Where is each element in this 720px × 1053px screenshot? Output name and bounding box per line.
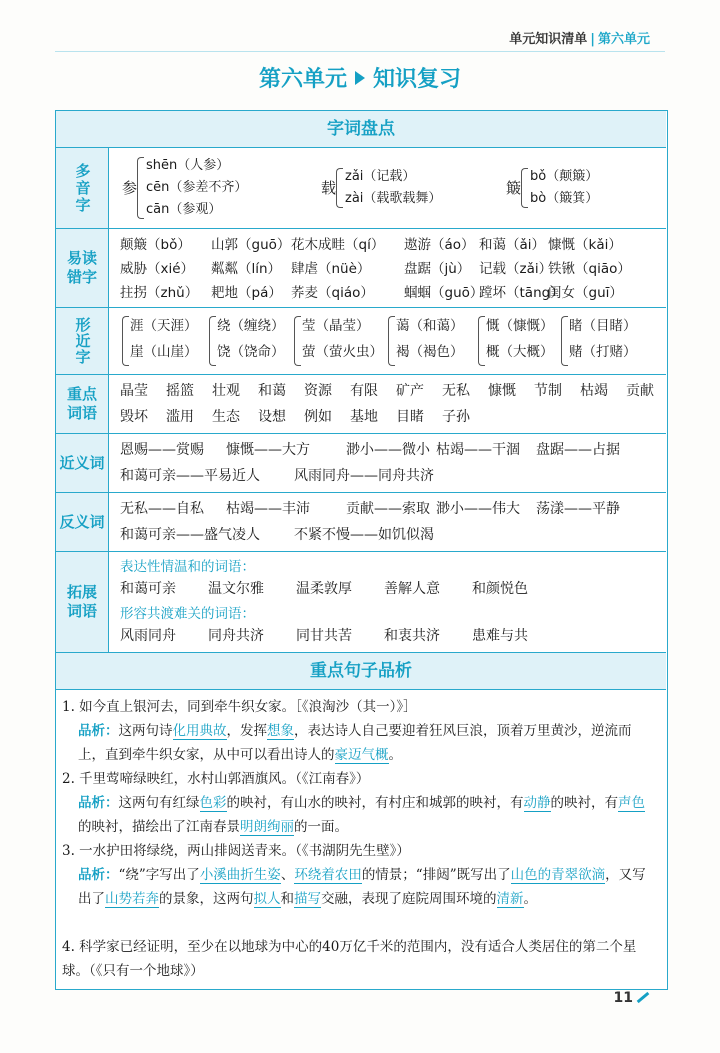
analysis-text: ，又写出了: [78, 867, 646, 907]
extend-word: 和颜悦色: [472, 581, 528, 597]
extend-heading: 表达性情温和的词语：: [120, 559, 255, 575]
key-word: 资源: [304, 383, 332, 399]
easy-misread-word: 铁锹（qiāo）: [548, 261, 631, 277]
key-word: 例如: [304, 409, 332, 425]
sentence-number: 3.: [62, 843, 80, 859]
sentence-number: 2.: [62, 771, 80, 787]
key-word: 枯竭: [580, 383, 608, 399]
easy-misread-word: 和蔼（ǎi）: [479, 237, 546, 253]
analysis-text: 的映衬，有山水的映衬，有村庄和城郭的映衬，有: [226, 795, 524, 811]
sentence-quote: 一水护田将绿绕，两山排闼送青来。（《书湖阴先生壁》）: [79, 843, 410, 859]
synonym-pair: 恩赐——赏赐: [120, 442, 204, 458]
key-word: 生态: [212, 409, 240, 425]
row-xingjin: [56, 308, 666, 375]
synonym-pair: 慷慨——大方: [226, 442, 310, 458]
row-label-tuozhan: 拓展词语: [56, 552, 109, 652]
analysis-keyword: 明朗绚丽: [240, 819, 294, 835]
key-word: 子孙: [442, 409, 470, 425]
row-label-jinyi: 近义词: [56, 434, 109, 492]
row-tuozhan: [56, 552, 666, 653]
brace-icon: [122, 316, 129, 366]
easy-misread-word: 花木成畦（qí）: [291, 237, 385, 253]
section-header-sentences: 重点句子品析: [56, 653, 666, 690]
sentence-text: [62, 839, 658, 863]
similar-char: 萤（萤火虫）: [302, 344, 383, 360]
analysis-keyword: 山色的青翠欲滴: [510, 867, 606, 883]
row-duoyin: [56, 148, 666, 229]
running-header: [509, 28, 650, 47]
similar-char: 蔼（和蔼）: [396, 318, 464, 334]
brace-icon: [561, 316, 568, 366]
synonym-pair: 盘踞——占据: [536, 442, 620, 458]
extend-word: 同舟共济: [208, 628, 264, 644]
easy-misread-word: 颠簸（bǒ）: [120, 237, 191, 253]
similar-char: 睹（目睹）: [569, 318, 637, 334]
analysis-keyword: 动静: [523, 795, 551, 811]
antonym-pair: 渺小——伟大: [436, 501, 520, 517]
extend-word: 和衷共济: [384, 628, 440, 644]
extend-word: 和蔼可亲: [120, 581, 176, 597]
analysis-keyword: 清新: [496, 891, 524, 907]
row-yidu: [56, 229, 666, 308]
sentence-quote: 科学家已经证明，至少在以地球为中心的40万亿千米的范围内，没有适合人类居住的第二个星球。（《只有一个地球》）: [62, 939, 637, 979]
antonym-pair: 不紧不慢——如饥似渴: [294, 527, 434, 543]
title-part2: 知识复习: [373, 67, 462, 92]
analysis-keyword: 色彩: [199, 795, 227, 811]
key-word: 晶莹: [120, 383, 148, 399]
row-label-fanyi: 反义词: [56, 493, 109, 551]
easy-misread-word: 山郭（guō）: [211, 237, 291, 253]
row-label-yidu: 易读错字: [56, 229, 109, 307]
brace-icon: [521, 168, 528, 208]
pencil-icon: [637, 992, 650, 1003]
easy-misread-word: 蹚坏（tāng）: [479, 285, 564, 301]
polyphone-reading: cēn（参差不齐）: [146, 180, 248, 195]
key-word: 设想: [258, 409, 286, 425]
analysis-text: 、: [280, 867, 295, 883]
analysis-keyword: 声色: [618, 795, 645, 811]
extend-word: 善解人意: [384, 581, 440, 597]
analysis-text: 这两句诗: [118, 723, 173, 739]
brace-icon: [336, 168, 343, 208]
similar-char: 涯（天涯）: [130, 318, 198, 334]
zhongdian-body: [116, 375, 662, 433]
play-triangle-icon: [355, 71, 365, 85]
polyphone-reading: bò（簸箕）: [530, 191, 599, 206]
sentence-text: [62, 935, 658, 983]
similar-char: 褐（褐色）: [396, 344, 464, 360]
tuozhan-body: [116, 552, 662, 652]
sentence-analysis: [62, 791, 658, 839]
brace-icon: [137, 157, 144, 219]
brace-icon: [478, 316, 485, 366]
antonym-pair: 和蔼可亲——盛气凌人: [120, 527, 260, 543]
polyphone-reading: bǒ（颠簸）: [530, 169, 599, 184]
synonym-pair: 枯竭——干涸: [436, 442, 520, 458]
similar-char: 慨（慷慨）: [486, 318, 554, 334]
page-number: 11: [614, 990, 650, 1006]
analysis-keyword: 化用典故: [172, 723, 227, 739]
polyphone-reading: cān（参观）: [146, 202, 222, 217]
similar-char: 崖（山崖）: [130, 344, 198, 360]
analysis-text: 的一面。: [294, 819, 348, 835]
brace-icon: [388, 316, 395, 366]
analysis-text: 的映衬，描绘出了江南春景: [78, 819, 240, 835]
header-separator: |: [590, 32, 595, 47]
similar-char: 莹（晶莹）: [302, 318, 370, 334]
analysis-text: “绕”字写出了: [118, 867, 200, 883]
sentence-analysis: [62, 719, 658, 767]
analysis-keyword: 想象: [267, 723, 294, 739]
similar-char: 概（大概）: [486, 344, 554, 360]
sentence-item: [62, 695, 658, 767]
analysis-label: 品析：: [78, 723, 119, 739]
row-label-xingjin: 形近字: [56, 308, 109, 374]
duoyin-body: [116, 148, 662, 228]
easy-misread-word: 蝈蝈（guō）: [404, 285, 484, 301]
polyphone-char: 簸: [506, 179, 522, 197]
yidu-body: [116, 229, 662, 307]
row-label-duoyin: 多音字: [56, 148, 109, 228]
key-word: 慷慨: [488, 383, 516, 399]
header-left: 单元知识清单: [509, 32, 588, 47]
analysis-text: 。: [388, 747, 402, 763]
page-title: [0, 62, 720, 93]
content-frame: [55, 110, 668, 990]
easy-misread-word: 闺女（guī）: [548, 285, 623, 301]
row-label-zhongdian: 重点词语: [56, 375, 109, 433]
row-fanyi: [56, 493, 666, 552]
extend-word: 温柔敦厚: [296, 581, 352, 597]
sentence-quote: 如今直上银河去，同到牵牛织女家。［《浪淘沙（其一）》］: [79, 699, 417, 715]
key-word: 节制: [534, 383, 562, 399]
easy-misread-word: 威胁（xié）: [120, 261, 195, 277]
synonym-pair: 渺小——微小: [346, 442, 430, 458]
analysis-text: ，表达诗人自己要迎着狂风巨浪，顶着万里黄沙，逆流而上，直到牵牛织女家，从中可以看出诗人的: [78, 723, 632, 763]
analysis-text: 交融，表现了庭院周围环境的: [321, 891, 497, 907]
polyphone-reading: shēn（人参）: [146, 158, 230, 173]
row-jinyi: [56, 434, 666, 493]
sentence-item: [62, 935, 658, 983]
synonym-pair: 风雨同舟——同舟共济: [294, 468, 434, 484]
analysis-text: 的映衬，有: [550, 795, 618, 811]
analysis-keyword: 描写: [294, 891, 321, 907]
similar-char: 赌（打赌）: [569, 344, 637, 360]
easy-misread-word: 遨游（áo）: [404, 237, 475, 253]
easy-misread-word: 慷慨（kǎi）: [548, 237, 622, 253]
row-zhongdian: [56, 375, 666, 434]
analysis-text: 这两句有红绿: [118, 795, 200, 811]
key-word: 基地: [350, 409, 378, 425]
analysis-keyword: 环绕着农田: [294, 867, 362, 883]
brace-icon: [209, 316, 216, 366]
easy-misread-word: 粼粼（lín）: [211, 261, 282, 277]
analysis-text: ，发挥: [226, 723, 267, 739]
analysis-keyword: 小溪曲折生姿: [199, 867, 281, 883]
analysis-keyword: 山势若奔: [105, 891, 159, 907]
easy-misread-word: 盘踞（jù）: [404, 261, 471, 277]
extend-word: 风雨同舟: [120, 628, 176, 644]
antonym-pair: 枯竭——丰沛: [226, 501, 310, 517]
key-word: 贡献: [626, 383, 654, 399]
extend-word: 同甘共苦: [296, 628, 352, 644]
analysis-keyword: 豪迈气概: [334, 747, 389, 763]
sentence-item: [62, 767, 658, 839]
section-header-words: 字词盘点: [56, 111, 666, 148]
antonym-pair: 无私——自私: [120, 501, 204, 517]
extend-heading: 形容共渡难关的词语：: [120, 606, 255, 622]
antonym-pair: 贡献——索取: [346, 501, 430, 517]
analysis-label: 品析：: [78, 867, 119, 883]
antonym-pair: 荡漾——平静: [536, 501, 620, 517]
jinyi-body: [116, 434, 662, 492]
key-word: 壮观: [212, 383, 240, 399]
easy-misread-word: 记载（zǎi）: [479, 261, 553, 277]
key-word: 毁坏: [120, 409, 148, 425]
header-right: 第六单元: [597, 32, 650, 47]
analysis-text: 。: [523, 891, 537, 907]
sentence-item: [62, 839, 658, 911]
easy-misread-word: 耙地（pá）: [211, 285, 282, 301]
key-word: 矿产: [396, 383, 424, 399]
easy-misread-word: 拄拐（zhǔ）: [120, 285, 199, 301]
analysis-keyword: 拟人: [253, 891, 281, 907]
sentence-number: 4.: [62, 939, 80, 955]
polyphone-reading: zài（载歌载舞）: [345, 191, 442, 206]
key-word: 有限: [350, 383, 378, 399]
sentence-quote: 千里莺啼绿映红，水村山郭酒旗风。（《江南春》）: [79, 771, 370, 787]
similar-char: 饶（饶命）: [217, 344, 285, 360]
sentence-analysis: [62, 863, 658, 911]
sentence-number: 1.: [62, 699, 80, 715]
polyphone-char: 参: [122, 179, 138, 197]
polyphone-reading: zǎi（记载）: [345, 169, 416, 184]
brace-icon: [294, 316, 301, 366]
extend-word: 温文尔雅: [208, 581, 264, 597]
key-word: 摇篮: [166, 383, 194, 399]
polyphone-char: 载: [321, 179, 337, 197]
similar-char: 绕（缠绕）: [217, 318, 285, 334]
synonym-pair: 和蔼可亲——平易近人: [120, 468, 260, 484]
analysis-text: 的景象，这两句: [159, 891, 254, 907]
fanyi-body: [116, 493, 662, 551]
analysis-text: 和: [280, 891, 294, 907]
sentence-text: [62, 767, 658, 791]
analysis-label: 品析：: [78, 795, 119, 811]
key-word: 滥用: [166, 409, 194, 425]
key-word: 目睹: [396, 409, 424, 425]
key-word: 和蔼: [258, 383, 286, 399]
key-word: 无私: [442, 383, 470, 399]
easy-misread-word: 荞麦（qiáo）: [291, 285, 374, 301]
sentence-text: [62, 695, 658, 719]
xingjin-body: [116, 308, 662, 374]
easy-misread-word: 肆虐（nüè）: [291, 261, 371, 277]
analysis-text: 的情景；“排闼”既写出了: [361, 867, 511, 883]
title-part1: 第六单元: [258, 67, 347, 92]
header-rule: [55, 51, 665, 52]
extend-word: 患难与共: [472, 628, 528, 644]
